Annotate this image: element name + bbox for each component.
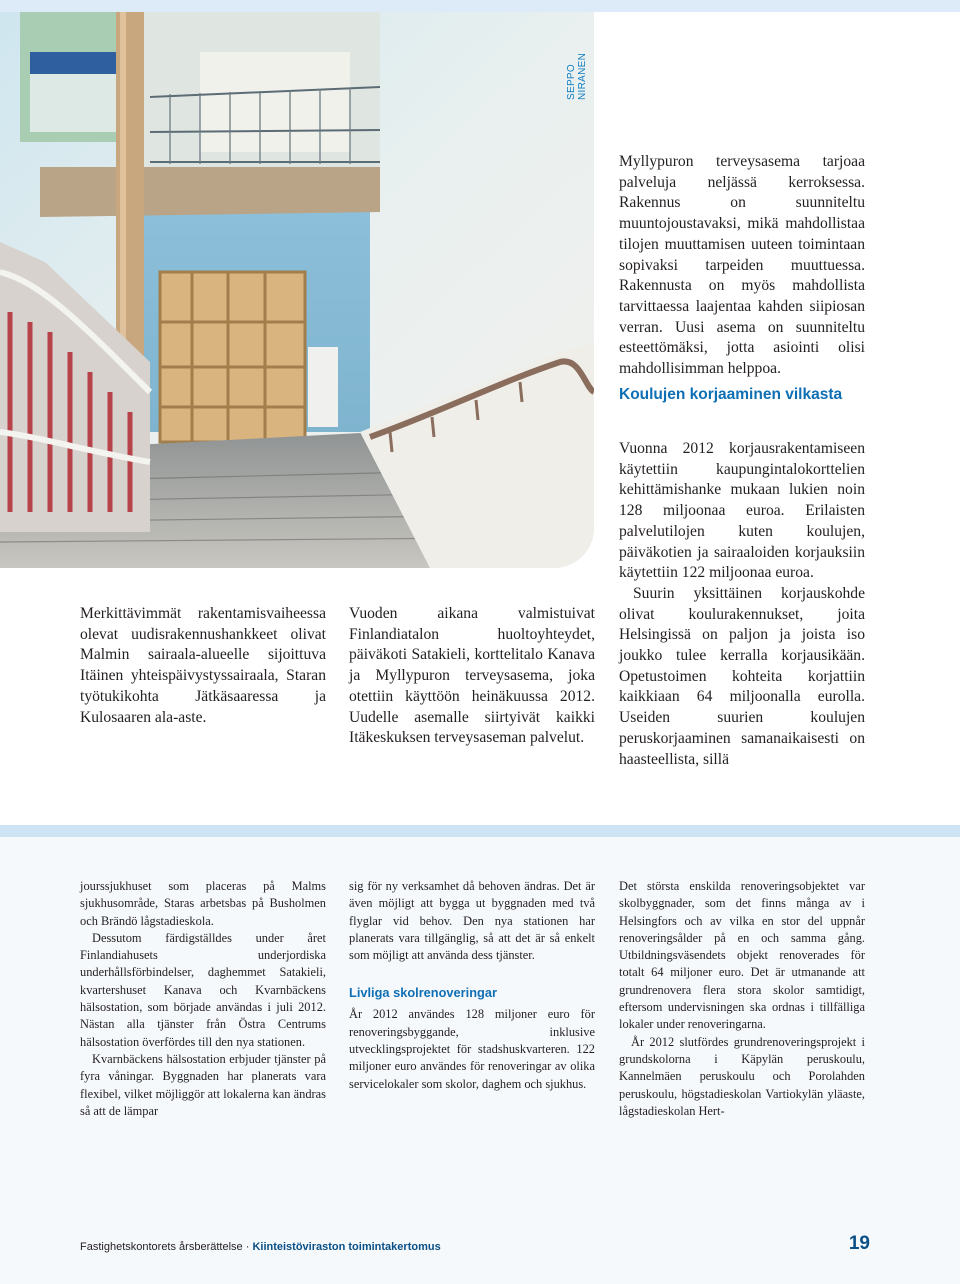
footer-finnish-title: Kiinteistöviraston toimintakertomus <box>252 1241 441 1253</box>
finnish-intro-paragraph: Myllypuron terveysasema tarjoaa palveluja neljässä kerroksessa. Rakennus on suunniteltu muuntojoustavaksi, mikä mahdollistaa tilojen muuttamisen uuteen toimintaan sopivaksi tarpeiden muuttuessa. Rakennusta on myös mahdollista tarvittaessa laajentaa kahden siipiosan verran. Uusi asema on suunniteltu esteettömäksi, jotta asiointi olisi mahdollisimman helppoa. <box>619 153 865 378</box>
finnish-paragraph-1: Vuonna 2012 korjausrakentamiseen käytettiin kaupungintalokorttelien kehittämishanke mukaan lukien noin 128 miljoonaa euroa. Erilaisten palvelutilojen kuten koulujen, päiväkotien ja sairaaloiden korjauksiin käytettiin 122 miljoonaa euroa. <box>619 440 865 582</box>
footer-swedish-title: Fastighetskontorets årsberättelse <box>80 1241 243 1253</box>
footer-running-title <box>80 1241 441 1253</box>
finnish-section-column <box>619 439 865 770</box>
finnish-paragraph-2: Suurin yksittäinen korjauskohde olivat koulurakennukset, joita Helsingissä on paljon ja joista iso joukko tulee kerralla korjausikään. Opetustoimen kohteita korjattiin kaikkiaan 64 miljoonalla eurolla. Useiden suurien koulujen peruskorjaaminen samanaikaisesti on haasteellista, sillä <box>619 584 865 768</box>
photo-credit: SEPPO NIRANEN <box>566 52 588 100</box>
finnish-column-b <box>349 604 595 749</box>
page-footer <box>80 1233 870 1258</box>
finnish-section-heading: Koulujen korjaaminen vilkasta <box>619 386 843 403</box>
swedish-paragraph-b2: År 2012 användes 128 miljoner euro för renoveringsbyggande, inklusive utvecklingsprojektet för stadshuskvarteren. 122 miljoner euro användes för renoveringar av olika servicelokaler som skolor, daghem och sjukhus. <box>349 1007 595 1091</box>
stairwell-photo <box>0 12 594 568</box>
top-band <box>0 0 960 12</box>
swedish-column-b <box>349 878 595 1093</box>
swedish-paragraph-c1: Det största enskilda renoveringsobjektet var skolbyggnader, som det finns många av i Helsingfors och av vilka en stor del uppnår renoveringsålder på en och samma gång. Utbildningsväsendets objekt renoverades för totalt 64 miljoner euro. Det är utmanande att grundrenovera flera stora skolor samtidigt, eftersom undervisningen ska ordnas i tillfälliga lokaler under renoveringarna. <box>619 879 865 1032</box>
swedish-column-c <box>619 878 865 1120</box>
finnish-column-a <box>80 604 326 728</box>
swedish-paragraph-a2: Dessutom färdigställdes under året Finlandiahusets underjordiska underhållsförbindelser, daghemmet Satakieli, kvartershuset Kanava och Kvarnbäckens hälsostation, som började användas i juli 2012. Nästan alla tjänster från Östra Centrums hälsostation överfördes till den nya stationen. <box>80 930 326 1049</box>
finnish-column-a-paragraph: Merkittävimmät rakentamisvaiheessa olevat uudisrakennushankkeet olivat Malmin sairaala-alueelle sijoittuva Itäinen yhteispäivystyssairaala, Staran työtukikohta Jätkäsaaressa ja Kulosaaren ala-aste. <box>80 605 326 726</box>
footer-separator: · <box>245 1241 250 1253</box>
finnish-column-b-paragraph: Vuoden aikana valmistuivat Finlandiatalon huoltoyhteydet, päiväkoti Satakieli, korttelitalo Kanava ja Myllypuron terveysasema, joka otettiin käyttöön heinäkuussa 2012. Uudelle asemalle siirtyivät kaikki Itäkeskuksen terveysaseman palvelut. <box>349 605 595 747</box>
swedish-paragraph-a1: jourssjukhuset som placeras på Malms sjukhusområde, Staras arbetsbas på Busholmen och Brändö lågstadieskola. <box>80 879 326 928</box>
swedish-paragraph-b1: sig för ny verksamhet då behoven ändras. Det är även möjligt att bygga ut byggnaden med två flyglar vid behov. Den nya stationen har planerats vara tillgänglig, så att det är så enkelt som möjligt att använda dess tjänster. <box>349 879 595 963</box>
swedish-paragraph-c2: År 2012 slutfördes grundrenoveringsprojekt i grundskolorna i Käpylän peruskoulu, Kannelmäen peruskoulu och Porolahden peruskoulu, högstadieskolan Vartiokylän yläaste, lågstadieskolan Hert- <box>619 1034 865 1118</box>
swedish-column-a <box>80 878 326 1120</box>
finnish-intro-column <box>619 152 865 380</box>
swedish-section-heading: Livliga skolrenoveringar <box>349 985 497 1001</box>
section-divider-band <box>0 825 960 837</box>
swedish-paragraph-a3: Kvarnbäckens hälsostation erbjuder tjänster på fyra våningar. Byggnaden har planerats vara flexibel, vilket möjliggör att lokalerna kan ändras så att de lämpar <box>80 1051 326 1118</box>
page-number: 19 <box>848 1233 870 1254</box>
